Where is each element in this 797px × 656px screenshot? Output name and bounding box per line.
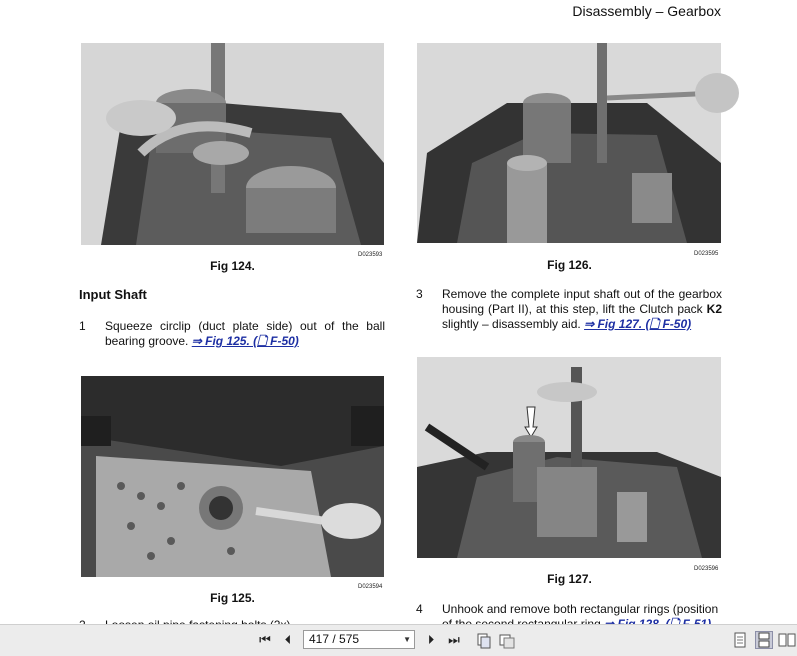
- step-3-number: 3: [416, 287, 423, 301]
- single-page-view-icon[interactable]: [731, 631, 749, 649]
- step-3-body-b: slightly – disassembly aid.: [442, 317, 585, 331]
- previous-page-button[interactable]: ⏴: [284, 632, 292, 647]
- step-1-body: Squeeze circlip (duct plate side) out of the ball bearing groove.: [105, 319, 385, 348]
- continuous-view-icon[interactable]: [755, 631, 773, 649]
- page-number-select[interactable]: [303, 630, 415, 649]
- page-header: Disassembly – Gearbox: [572, 3, 721, 19]
- figure-126-photo: [417, 43, 721, 243]
- step-1: [79, 319, 385, 351]
- figure-125-caption: Fig 125.: [210, 591, 255, 605]
- figure-124-photo: [81, 43, 384, 245]
- figure-127-photo: [417, 357, 721, 558]
- viewer-toolbar: [0, 624, 797, 656]
- figure-124-code: D023593: [358, 252, 383, 258]
- figure-127-code: D023596: [694, 566, 719, 572]
- step-3: [416, 287, 722, 333]
- fit-page-icon[interactable]: [475, 631, 493, 649]
- step-4-line-1: Unhook and remove both rectangular rings (position: [442, 602, 719, 616]
- first-page-button[interactable]: ⏮: [259, 632, 271, 647]
- last-page-button[interactable]: ⏭: [448, 632, 460, 647]
- fig-127-link[interactable]: ⇒ Fig 127. (🗋 F-50): [584, 317, 692, 331]
- figure-126-caption: Fig 126.: [547, 258, 592, 272]
- step-3-text: [442, 287, 722, 332]
- step-1-text: [105, 319, 385, 349]
- figure-127-caption: Fig 127.: [547, 572, 592, 586]
- step-4-number: 4: [416, 602, 423, 616]
- two-page-view-icon[interactable]: [778, 631, 796, 649]
- figure-126-code: D023595: [694, 251, 719, 257]
- step-1-number: 1: [79, 319, 86, 333]
- figure-124-caption: Fig 124.: [210, 259, 255, 273]
- clutch-pack-label: K2: [706, 302, 722, 316]
- figure-125-photo: [81, 376, 384, 577]
- fit-width-icon[interactable]: [498, 631, 516, 649]
- chevron-down-icon: ▼: [403, 635, 411, 644]
- section-title: Input Shaft: [79, 287, 147, 302]
- figure-125-code: D023594: [358, 584, 383, 590]
- step-3-body-a: Remove the complete input shaft out of the gearbox housing (Part II), at this step, lift the Clutch pack: [442, 287, 722, 316]
- next-page-button[interactable]: ⏵: [427, 632, 435, 647]
- fig-125-link[interactable]: ⇒ Fig 125. (🗋 F-50): [191, 334, 299, 348]
- page-number-value: 417 / 575: [309, 632, 360, 646]
